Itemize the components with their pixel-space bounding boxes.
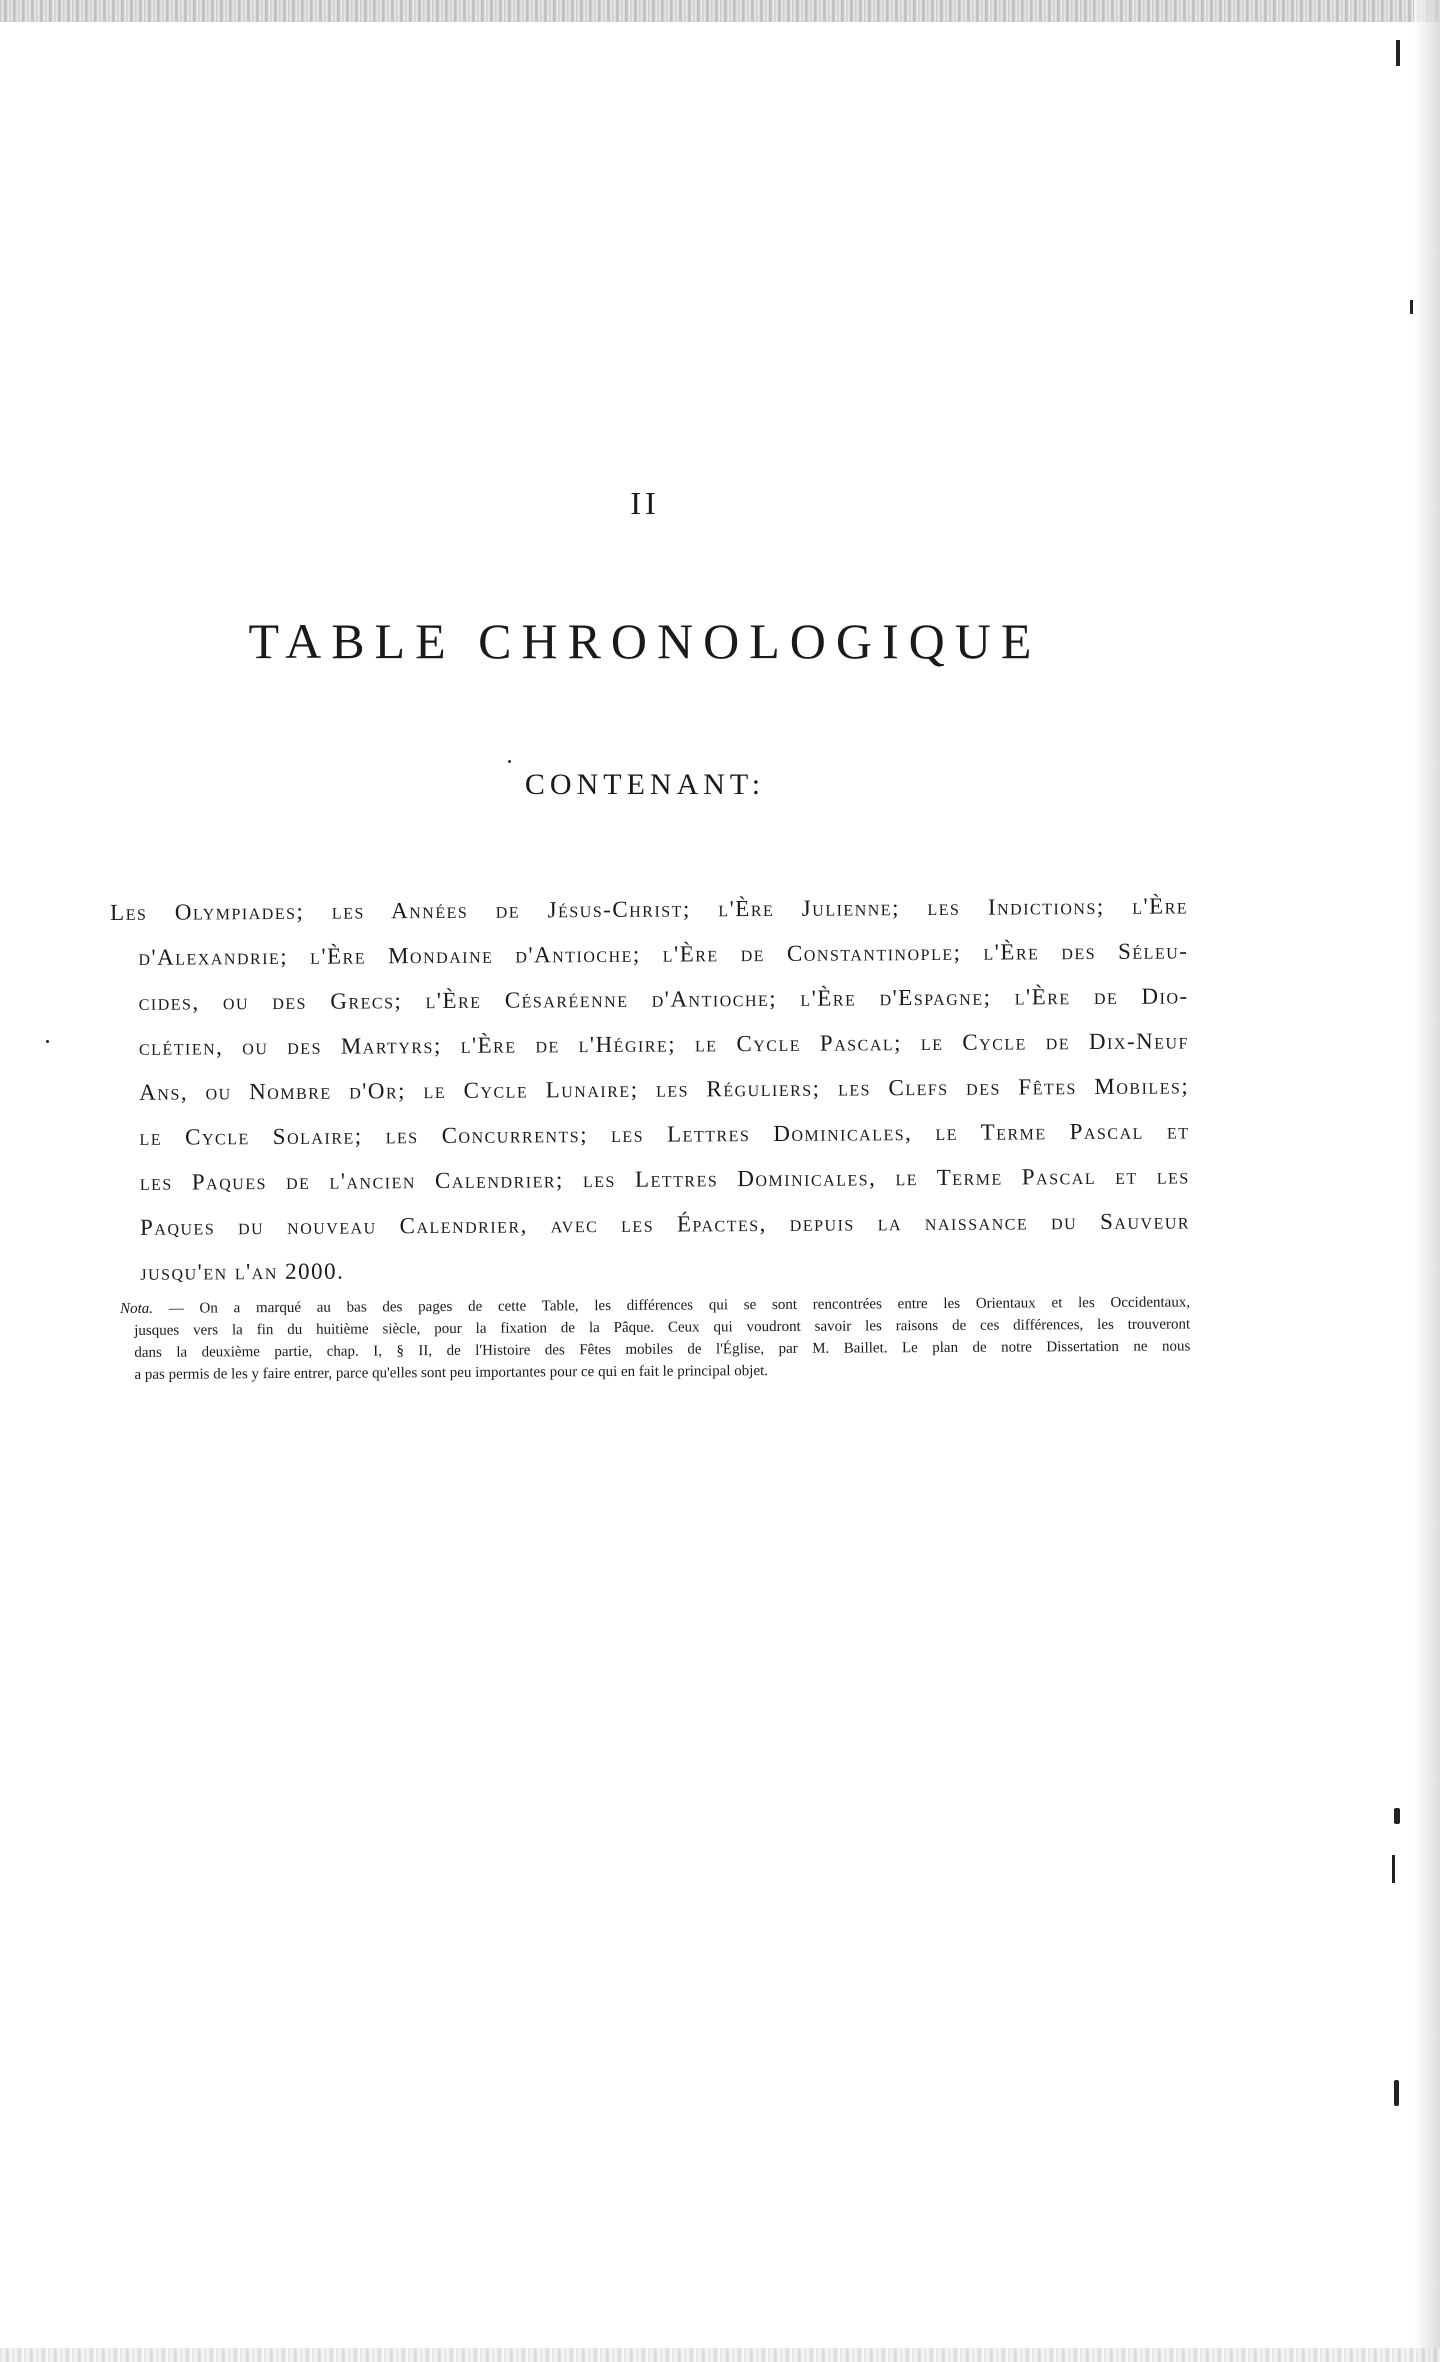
margin-mark bbox=[1410, 300, 1413, 314]
footnote-line: jusques vers la fin du huitième siècle, pour la fixation de la Pâque. Ceux qui voudront savoir les raisons de ces différences, les trouveront bbox=[134, 1316, 1191, 1339]
contents-line: jusqu'en l'an 2000. bbox=[140, 1258, 345, 1285]
contents-line: le Cycle Solaire; les Concurrents; les Lettres Dominicales, le Terme Pascal et bbox=[139, 1118, 1190, 1150]
page-title: TABLE CHRONOLOGIQUE bbox=[248, 613, 1042, 669]
contents-line: Ans, ou Nombre d'Or; le Cycle Lunaire; les Réguliers; les Clefs des Fêtes Mobiles; bbox=[139, 1073, 1190, 1105]
contents-line: cides, ou des Grecs; l'Ère Césaréenne d'Antioche; l'Ère d'Espagne; l'Ère de Dio- bbox=[138, 983, 1189, 1015]
margin-mark bbox=[1394, 2080, 1399, 2106]
contents-line: clétien, ou des Martyrs; l'Ère de l'Hégire; le Cycle Pascal; le Cycle de Dix-Neuf bbox=[138, 1028, 1190, 1060]
margin-mark bbox=[46, 1040, 49, 1043]
contents-paragraph bbox=[110, 883, 1190, 1295]
footnote bbox=[120, 1291, 1191, 1386]
contents-line: Paques du nouveau Calendrier, avec les Épactes, depuis la naissance du Sauveur bbox=[139, 1208, 1191, 1240]
margin-mark bbox=[1394, 1808, 1400, 1824]
contents-line: d'Alexandrie; l'Ère Mondaine d'Antioche; l'Ère de Constantinople; l'Ère des Séleu- bbox=[138, 938, 1189, 970]
scan-edge-bottom bbox=[0, 2348, 1440, 2362]
page-subtitle: CONTENANT: bbox=[524, 768, 766, 801]
footnote-line: dans la deuxième partie, chap. I, § II, de l'Histoire des Fêtes mobiles de l'Église, par M. Baillet. Le plan de notre Dissertation ne nous bbox=[134, 1338, 1191, 1361]
scan-edge-top bbox=[0, 0, 1440, 22]
scan-edge-right bbox=[1414, 0, 1440, 2362]
margin-mark bbox=[1392, 1855, 1395, 1883]
footnote-line: a pas permis de les y faire entrer, parce qu'elles sont peu importantes pour ce qui en fait le principal objet. bbox=[134, 1363, 769, 1383]
section-number: II bbox=[630, 485, 660, 521]
margin-mark bbox=[1396, 40, 1400, 66]
contents-line: les Paques de l'ancien Calendrier; les Lettres Dominicales, le Terme Pascal et les bbox=[139, 1163, 1190, 1195]
printer-dot bbox=[508, 760, 511, 763]
contents-line: Les Olympiades; les Années de Jésus-Christ; l'Ère Julienne; les Indictions; l'Ère bbox=[110, 893, 1189, 925]
footnote-label: Nota. bbox=[120, 1300, 154, 1317]
footnote-text: — On a marqué au bas des pages de cette Table, les différences qui se sont rencontrées entre les Orientaux et les Occidentaux, bbox=[168, 1294, 1191, 1317]
